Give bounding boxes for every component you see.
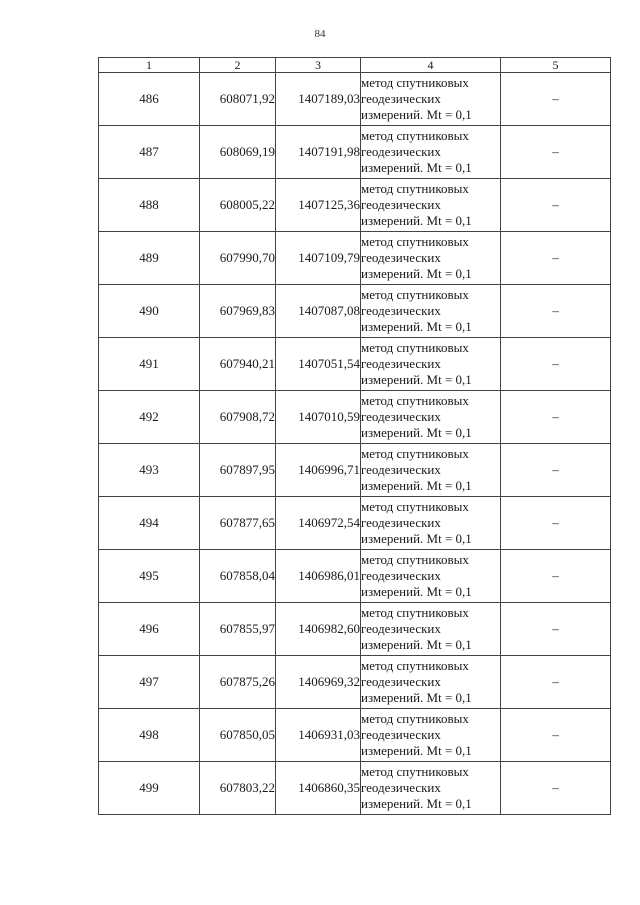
point-number-cell: 499	[99, 762, 200, 815]
x-coordinate-cell: 607940,21	[200, 338, 276, 391]
point-number-cell: 494	[99, 497, 200, 550]
table-row	[99, 603, 611, 656]
y-coordinate-cell: 1406969,32	[276, 656, 361, 709]
method-line-2: геодезических	[361, 91, 441, 106]
method-line-3: измерений. Mt = 0,1	[361, 690, 472, 705]
table-row	[99, 709, 611, 762]
method-line-2: геодезических	[361, 674, 441, 689]
y-coordinate-cell: 1406972,54	[276, 497, 361, 550]
method-line-3: измерений. Mt = 0,1	[361, 319, 472, 334]
x-coordinate-cell: 607990,70	[200, 232, 276, 285]
method-line-1: метод спутниковых	[361, 499, 469, 514]
method-line-1: метод спутниковых	[361, 605, 469, 620]
method-line-3: измерений. Mt = 0,1	[361, 213, 472, 228]
y-coordinate-cell: 1406986,01	[276, 550, 361, 603]
method-line-1: метод спутниковых	[361, 75, 469, 90]
col5-cell: –	[501, 762, 611, 815]
col5-cell: –	[501, 444, 611, 497]
method-cell	[361, 709, 501, 762]
y-coordinate-cell: 1407087,08	[276, 285, 361, 338]
col5-cell: –	[501, 338, 611, 391]
x-coordinate-cell: 607908,72	[200, 391, 276, 444]
x-coordinate-cell: 608069,19	[200, 126, 276, 179]
method-line-2: геодезических	[361, 144, 441, 159]
table-row	[99, 73, 611, 126]
method-cell	[361, 179, 501, 232]
x-coordinate-cell: 607858,04	[200, 550, 276, 603]
y-coordinate-cell: 1407191,98	[276, 126, 361, 179]
x-coordinate-cell: 607803,22	[200, 762, 276, 815]
table-row	[99, 762, 611, 815]
col5-cell: –	[501, 391, 611, 444]
method-line-2: геодезических	[361, 462, 441, 477]
col5-cell: –	[501, 285, 611, 338]
point-number-cell: 491	[99, 338, 200, 391]
method-line-1: метод спутниковых	[361, 128, 469, 143]
x-coordinate-cell: 607875,26	[200, 656, 276, 709]
point-number-cell: 493	[99, 444, 200, 497]
table-row	[99, 444, 611, 497]
x-coordinate-cell: 608005,22	[200, 179, 276, 232]
point-number-cell: 490	[99, 285, 200, 338]
method-line-1: метод спутниковых	[361, 764, 469, 779]
header-col-5: 5	[501, 58, 611, 73]
method-line-3: измерений. Mt = 0,1	[361, 531, 472, 546]
point-number-cell: 496	[99, 603, 200, 656]
table-row	[99, 550, 611, 603]
method-cell	[361, 656, 501, 709]
y-coordinate-cell: 1407189,03	[276, 73, 361, 126]
col5-cell: –	[501, 126, 611, 179]
method-line-2: геодезических	[361, 250, 441, 265]
table-row	[99, 391, 611, 444]
method-line-2: геодезических	[361, 621, 441, 636]
point-number-cell: 486	[99, 73, 200, 126]
table-row	[99, 232, 611, 285]
method-line-2: геодезических	[361, 727, 441, 742]
method-cell	[361, 126, 501, 179]
point-number-cell: 498	[99, 709, 200, 762]
method-line-3: измерений. Mt = 0,1	[361, 266, 472, 281]
method-line-3: измерений. Mt = 0,1	[361, 372, 472, 387]
method-cell	[361, 232, 501, 285]
point-number-cell: 497	[99, 656, 200, 709]
point-number-cell: 487	[99, 126, 200, 179]
method-cell	[361, 391, 501, 444]
col5-cell: –	[501, 232, 611, 285]
y-coordinate-cell: 1406982,60	[276, 603, 361, 656]
method-cell	[361, 338, 501, 391]
table-header-row	[99, 58, 611, 73]
x-coordinate-cell: 607969,83	[200, 285, 276, 338]
page-number: 84	[314, 28, 326, 40]
method-line-3: измерений. Mt = 0,1	[361, 796, 472, 811]
table-row	[99, 656, 611, 709]
method-line-2: геодезических	[361, 409, 441, 424]
point-number-cell: 488	[99, 179, 200, 232]
x-coordinate-cell: 607897,95	[200, 444, 276, 497]
method-line-3: измерений. Mt = 0,1	[361, 425, 472, 440]
table-row	[99, 497, 611, 550]
method-cell	[361, 762, 501, 815]
method-line-1: метод спутниковых	[361, 181, 469, 196]
method-cell	[361, 73, 501, 126]
y-coordinate-cell: 1407125,36	[276, 179, 361, 232]
method-line-2: геодезических	[361, 356, 441, 371]
header-col-2: 2	[200, 58, 276, 73]
x-coordinate-cell: 608071,92	[200, 73, 276, 126]
col5-cell: –	[501, 709, 611, 762]
method-line-2: геодезических	[361, 303, 441, 318]
col5-cell: –	[501, 656, 611, 709]
table-row	[99, 126, 611, 179]
x-coordinate-cell: 607855,97	[200, 603, 276, 656]
method-line-2: геодезических	[361, 780, 441, 795]
table-row	[99, 338, 611, 391]
method-line-2: геодезических	[361, 197, 441, 212]
header-col-4: 4	[361, 58, 501, 73]
point-number-cell: 495	[99, 550, 200, 603]
y-coordinate-cell: 1406996,71	[276, 444, 361, 497]
col5-cell: –	[501, 73, 611, 126]
method-line-1: метод спутниковых	[361, 287, 469, 302]
method-line-1: метод спутниковых	[361, 340, 469, 355]
method-line-3: измерений. Mt = 0,1	[361, 743, 472, 758]
method-line-3: измерений. Mt = 0,1	[361, 478, 472, 493]
method-cell	[361, 497, 501, 550]
table-row	[99, 179, 611, 232]
method-line-1: метод спутниковых	[361, 552, 469, 567]
y-coordinate-cell: 1407010,59	[276, 391, 361, 444]
method-line-3: измерений. Mt = 0,1	[361, 584, 472, 599]
y-coordinate-cell: 1407051,54	[276, 338, 361, 391]
coordinates-table	[98, 57, 611, 815]
method-line-3: измерений. Mt = 0,1	[361, 637, 472, 652]
point-number-cell: 489	[99, 232, 200, 285]
method-cell	[361, 603, 501, 656]
header-col-3: 3	[276, 58, 361, 73]
table-row	[99, 285, 611, 338]
y-coordinate-cell: 1406931,03	[276, 709, 361, 762]
method-cell	[361, 444, 501, 497]
header-col-1: 1	[99, 58, 200, 73]
y-coordinate-cell: 1407109,79	[276, 232, 361, 285]
col5-cell: –	[501, 550, 611, 603]
x-coordinate-cell: 607877,65	[200, 497, 276, 550]
method-line-2: геодезических	[361, 568, 441, 583]
x-coordinate-cell: 607850,05	[200, 709, 276, 762]
method-line-1: метод спутниковых	[361, 393, 469, 408]
method-line-2: геодезических	[361, 515, 441, 530]
col5-cell: –	[501, 603, 611, 656]
y-coordinate-cell: 1406860,35	[276, 762, 361, 815]
method-line-1: метод спутниковых	[361, 446, 469, 461]
col5-cell: –	[501, 179, 611, 232]
method-line-1: метод спутниковых	[361, 658, 469, 673]
method-cell	[361, 550, 501, 603]
method-cell	[361, 285, 501, 338]
method-line-1: метод спутниковых	[361, 711, 469, 726]
method-line-3: измерений. Mt = 0,1	[361, 160, 472, 175]
method-line-3: измерений. Mt = 0,1	[361, 107, 472, 122]
point-number-cell: 492	[99, 391, 200, 444]
method-line-1: метод спутниковых	[361, 234, 469, 249]
col5-cell: –	[501, 497, 611, 550]
